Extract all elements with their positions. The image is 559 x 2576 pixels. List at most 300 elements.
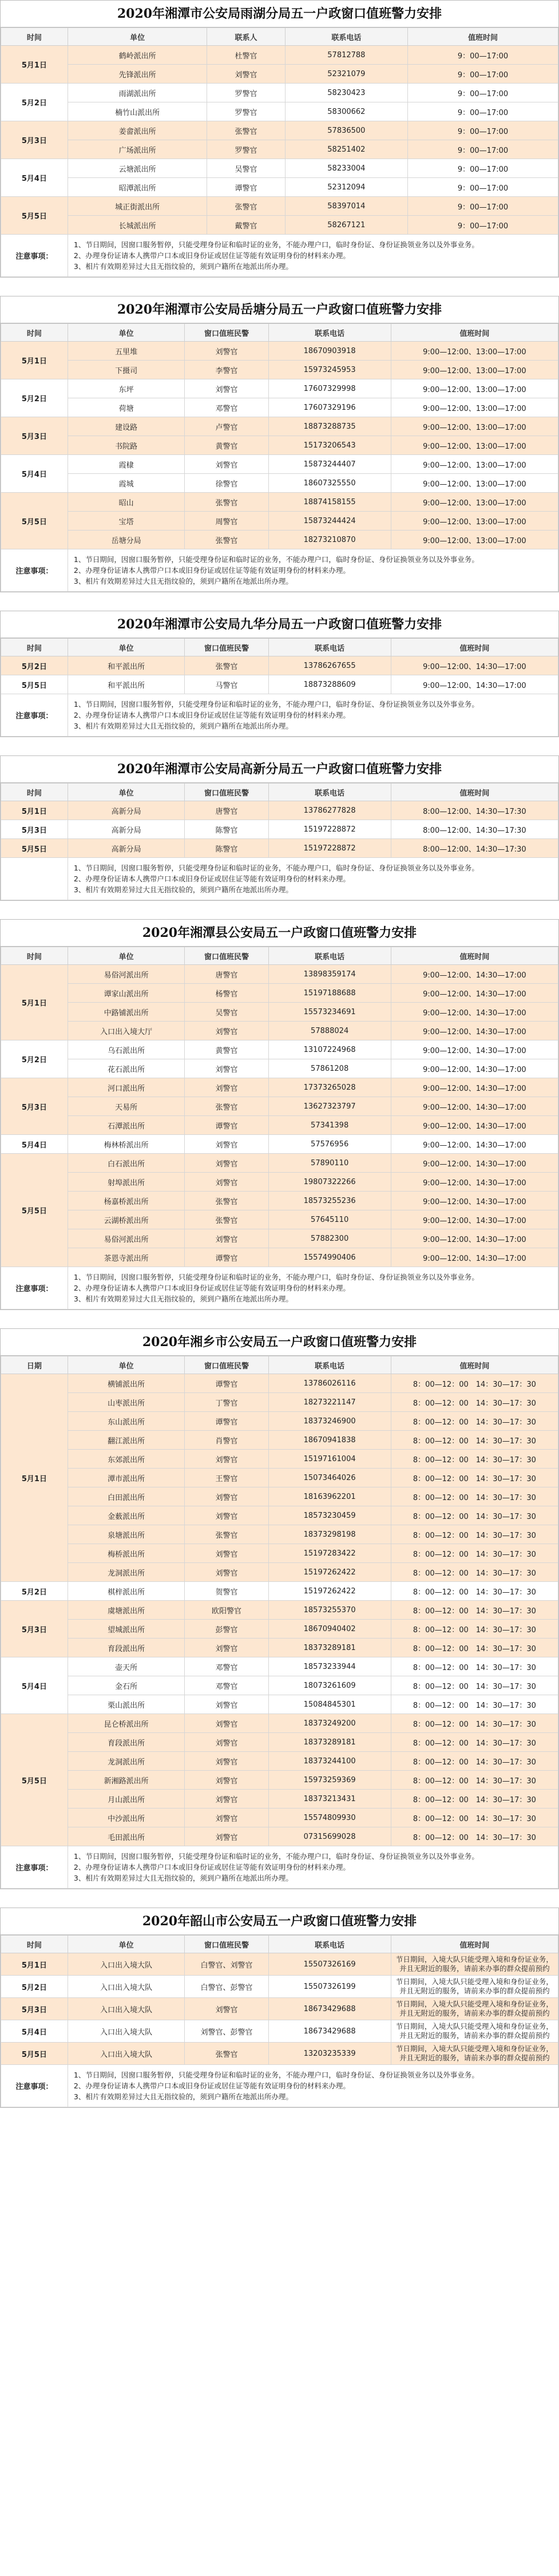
officer-cell: 谭警官: [185, 1248, 268, 1267]
hours-cell: 9：00—17:00: [408, 65, 558, 84]
note-line: 2、办理身份证请本人携带户口本或旧身份证或居住证等能有效证明身份的材料来办理。: [73, 1284, 350, 1292]
unit-cell: 入口出入境大队: [68, 2020, 185, 2043]
officer-cell: 谭警官: [185, 1412, 268, 1431]
unit-cell: 横铺派出所: [68, 1374, 185, 1393]
phone-cell: 13107224968: [268, 1040, 391, 1059]
note-line: 3、相片有效期差异过大且无指纹验的，须到户籍所在地派出所办理。: [73, 1295, 293, 1303]
column-header: 单位: [68, 28, 207, 46]
hours-cell: 9:00—12:00、14:30—17:00: [391, 1003, 558, 1022]
phone-cell: 18373213431: [268, 1790, 391, 1809]
date-cell: 5月4日: [1, 159, 68, 197]
unit-cell: 入口出入境大队: [68, 1976, 185, 1998]
unit-cell: 白石派出所: [68, 1154, 185, 1173]
note-line: 1、节日期间，因窗口服务暂停，只能受理身份证和临时证的业务，不能办理户口，临时身份证、身份证换领业务以及外事业务。: [73, 1852, 479, 1861]
hours-cell: 9:00—12:00、13:00—17:00: [391, 417, 558, 436]
column-header: 值班时间: [408, 28, 558, 46]
notes-row: [1, 858, 558, 900]
officer-cell: 张警官: [185, 1097, 268, 1116]
officer-cell: 贺警官: [185, 1582, 268, 1601]
table-row: [1, 1393, 558, 1412]
unit-cell: 天易所: [68, 1097, 185, 1116]
unit-cell: 壶天所: [68, 1657, 185, 1676]
officer-cell: 刘警官: [207, 65, 285, 84]
phone-cell: 18073261609: [268, 1676, 391, 1695]
unit-cell: 入口出入境大队: [68, 1998, 185, 2020]
table-row: [1, 1374, 558, 1393]
officer-cell: 刘警官: [185, 1752, 268, 1771]
table-row: [1, 197, 558, 216]
unit-cell: 云塘派出所: [68, 159, 207, 178]
unit-cell: 龙洞派出所: [68, 1752, 185, 1771]
officer-cell: 王警官: [185, 1469, 268, 1487]
notes-row: [1, 2065, 558, 2107]
officer-cell: 丁警官: [185, 1393, 268, 1412]
table-row: [1, 1639, 558, 1657]
table-row: [1, 801, 558, 820]
table-row: [1, 1192, 558, 1210]
notes-row: [1, 694, 558, 737]
unit-cell: 金薮派出所: [68, 1506, 185, 1525]
table-row: [1, 398, 558, 417]
column-header: 单位: [68, 324, 185, 342]
table-row: [1, 1059, 558, 1078]
schedule-section: [0, 1908, 559, 2108]
hours-cell: 9:00—12:00、14:30—17:00: [391, 1229, 558, 1248]
date-cell: 5月1日: [1, 342, 68, 379]
hours-cell: 9：00—17:00: [408, 140, 558, 159]
unit-cell: 龙洞派出所: [68, 1563, 185, 1582]
column-header: 值班时间: [391, 1356, 558, 1374]
officer-cell: 白警官、刘警官: [185, 1953, 268, 1976]
officer-cell: 刘警官: [185, 1022, 268, 1040]
header-row: [1, 639, 558, 656]
header-row: [1, 28, 558, 46]
officer-cell: 徐警官: [185, 474, 268, 493]
phone-cell: 15073464026: [268, 1469, 391, 1487]
officer-cell: 白警官、彭警官: [185, 1976, 268, 1998]
table-row: [1, 140, 558, 159]
column-header: 时间: [1, 784, 68, 801]
schedule-section: [0, 296, 559, 592]
hours-cell: 8：00—12：00 14：30—17：30: [391, 1374, 558, 1393]
hours-cell: 8：00—12：00 14：30—17：30: [391, 1582, 558, 1601]
unit-cell: 霞城: [68, 474, 185, 493]
phone-cell: 18670903918: [268, 342, 391, 361]
date-cell: 5月1日: [1, 801, 68, 820]
officer-cell: 谭警官: [185, 1116, 268, 1135]
table-row: [1, 1040, 558, 1059]
officer-cell: 邓警官: [185, 398, 268, 417]
notes-label: [1, 858, 68, 900]
phone-cell: 18273221147: [268, 1393, 391, 1412]
unit-cell: 石潭派出所: [68, 1116, 185, 1135]
schedule-section: [0, 1328, 559, 1889]
hours-cell: 8：00—12：00 14：30—17：30: [391, 1487, 558, 1506]
officer-cell: 黄警官: [185, 436, 268, 455]
unit-cell: 棋梓派出所: [68, 1582, 185, 1601]
notes-label: 注意事项：: [1, 2065, 68, 2107]
table-row: [1, 1097, 558, 1116]
hours-cell: 8：00—12：00 14：30—17：30: [391, 1412, 558, 1431]
date-cell: 5月3日: [1, 1601, 68, 1657]
hours-cell: 9：00—17:00: [408, 121, 558, 140]
hours-cell: 9:00—12:00、13:00—17:00: [391, 493, 558, 512]
table-row: [1, 1135, 558, 1154]
hours-cell: 节日期间，入境大队只能受理入境和身份证业务，并且无附近的服务，请前来办事的群众提前预约: [391, 2043, 558, 2065]
date-cell: 5月1日: [1, 965, 68, 1040]
unit-cell: 金石所: [68, 1676, 185, 1695]
unit-cell: 翻江派出所: [68, 1431, 185, 1450]
note-line: 2、办理身份证请本人携带户口本或旧身份证或居住证等能有效证明身份的材料来办理。: [73, 711, 350, 719]
hours-cell: 9:00—12:00、13:00—17:00: [391, 531, 558, 549]
schedule-table: [1, 783, 558, 900]
table-row: [1, 1412, 558, 1431]
table-row: [1, 1790, 558, 1809]
table-row: [1, 1563, 558, 1582]
table-row: [1, 1714, 558, 1733]
officer-cell: 刘警官: [185, 1790, 268, 1809]
unit-cell: 育段派出所: [68, 1639, 185, 1657]
unit-cell: 易俗河派出所: [68, 1229, 185, 1248]
phone-cell: 13898359174: [268, 965, 391, 984]
officer-cell: 肖警官: [185, 1431, 268, 1450]
hours-cell: 9:00—12:00、14:30—17:00: [391, 965, 558, 984]
unit-cell: 谭家山派出所: [68, 984, 185, 1003]
hours-cell: 9:00—12:00、14:30—17:00: [391, 656, 558, 675]
table-row: [1, 1506, 558, 1525]
table-row: [1, 159, 558, 178]
officer-cell: 刘警官: [185, 342, 268, 361]
unit-cell: 广场派出所: [68, 140, 207, 159]
officer-cell: 黄警官: [185, 1040, 268, 1059]
phone-cell: 58251402: [285, 140, 407, 159]
officer-cell: 刘警官: [185, 1563, 268, 1582]
phone-cell: 18670940402: [268, 1620, 391, 1639]
officer-cell: 张警官: [185, 1210, 268, 1229]
date-cell: 5月1日: [1, 46, 68, 84]
hours-cell: 9:00—12:00、14:30—17:00: [391, 1116, 558, 1135]
officer-cell: 欧阳警官: [185, 1601, 268, 1620]
officer-cell: 刘警官: [185, 1714, 268, 1733]
schedule-section: [0, 0, 559, 278]
hours-cell: 9:00—12:00、14:30—17:00: [391, 1248, 558, 1267]
schedule-table: [1, 1356, 558, 1889]
officer-cell: 彭警官: [185, 1620, 268, 1639]
unit-cell: 姜畲派出所: [68, 121, 207, 140]
table-row: [1, 1431, 558, 1450]
date-cell: 5月5日: [1, 839, 68, 858]
unit-cell: 东山派出所: [68, 1412, 185, 1431]
column-header: 时间: [1, 28, 68, 46]
officer-cell: 马警官: [185, 675, 268, 694]
note-line: 2、办理身份证请本人携带户口本或旧身份证或居住证等能有效证明身份的材料来办理。: [73, 251, 350, 260]
hours-cell: 8：00—12：00 14：30—17：30: [391, 1506, 558, 1525]
note-line: 2、办理身份证请本人携带户口本或旧身份证或居住证等能有效证明身份的材料来办理。: [73, 1863, 350, 1871]
hours-cell: 9:00—12:00、13:00—17:00: [391, 342, 558, 361]
unit-cell: 月山派出所: [68, 1790, 185, 1809]
notes-label: 注意事项：: [1, 549, 68, 592]
note-line: 3、相片有效期差异过大且无指纹验的，须到户籍所在地派出所办理。: [73, 885, 293, 894]
phone-cell: 17373265028: [268, 1078, 391, 1097]
phone-cell: 52312094: [285, 178, 407, 197]
hours-cell: 8：00—12：00 14：30—17：30: [391, 1733, 558, 1752]
table-row: [1, 1827, 558, 1846]
column-header: 联系电话: [268, 784, 391, 801]
note-line: 1、节日期间，因窗口服务暂停，只能受理身份证和临时证的业务，不能办理户口，临时身份证、身份证换领业务以及外事业务。: [73, 240, 479, 249]
unit-cell: 潭市派出所: [68, 1469, 185, 1487]
column-header: 单位: [68, 1936, 185, 1953]
hours-cell: 9：00—17:00: [408, 102, 558, 121]
hours-cell: 8：00—12：00 14：30—17：30: [391, 1695, 558, 1714]
officer-cell: 刘警官: [185, 1544, 268, 1563]
column-header: 窗口值班民警: [185, 324, 268, 342]
table-row: [1, 1022, 558, 1040]
schedule-table: [1, 323, 558, 592]
phone-cell: 15197262422: [268, 1582, 391, 1601]
phone-cell: 18373289181: [268, 1733, 391, 1752]
phone-cell: 57645110: [268, 1210, 391, 1229]
unit-cell: 入口出入境大队: [68, 1953, 185, 1976]
hours-cell: 8：00—12：00 14：30—17：30: [391, 1676, 558, 1695]
unit-cell: 中沙派出所: [68, 1809, 185, 1827]
phone-cell: 57576956: [268, 1135, 391, 1154]
column-header: 时间: [1, 324, 68, 342]
phone-cell: 15873244407: [268, 455, 391, 474]
unit-cell: 和平派出所: [68, 656, 185, 675]
unit-cell: 白田派出所: [68, 1487, 185, 1506]
hours-cell: 8：00—12：00 14：30—17：30: [391, 1752, 558, 1771]
header-row: [1, 784, 558, 801]
note-line: 1、节日期间，因窗口服务暂停，只能受理身份证和临时证的业务，不能办理户口，临时身份证、身份证换领业务以及外事业务。: [73, 1273, 479, 1281]
phone-cell: 15973245953: [268, 361, 391, 379]
table-row: [1, 493, 558, 512]
unit-cell: 建设路: [68, 417, 185, 436]
hours-cell: 9：00—17:00: [408, 84, 558, 102]
hours-cell: 9:00—12:00、13:00—17:00: [391, 512, 558, 531]
date-cell: 5月2日: [1, 1582, 68, 1601]
notes-row: [1, 549, 558, 592]
date-cell: 5月2日: [1, 84, 68, 121]
section-title: 2020年湘潭市公安局雨湖分局五一户政窗口值班警力安排: [1, 1, 558, 27]
notes-label: 注意事项：: [1, 1267, 68, 1309]
hours-cell: 8：00—12：00 14：30—17：30: [391, 1544, 558, 1563]
officer-cell: 刘警官: [185, 1733, 268, 1752]
date-cell: 5月4日: [1, 1657, 68, 1714]
officer-cell: 刘警官: [185, 1450, 268, 1469]
phone-cell: 13786026116: [268, 1374, 391, 1393]
hours-cell: 9:00—12:00、13:00—17:00: [391, 436, 558, 455]
officer-cell: 刘警官: [185, 1078, 268, 1097]
date-cell: 5月5日: [1, 675, 68, 694]
schedule-table: [1, 947, 558, 1309]
notes-label: 注意事项：: [1, 1846, 68, 1889]
table-row: [1, 820, 558, 839]
table-row: [1, 84, 558, 102]
table-row: [1, 1469, 558, 1487]
phone-cell: 15573234691: [268, 1003, 391, 1022]
unit-cell: 城正街派出所: [68, 197, 207, 216]
hours-cell: 8：00—12：00 14：30—17：30: [391, 1714, 558, 1733]
notes-content: [68, 2065, 558, 2107]
hours-cell: 9:00—12:00、14:30—17:00: [391, 1154, 558, 1173]
date-cell: 5月3日: [1, 1078, 68, 1135]
officer-cell: 吴警官: [207, 159, 285, 178]
phone-cell: 18874158155: [268, 493, 391, 512]
officer-cell: 吴警官: [185, 1003, 268, 1022]
phone-cell: 15873244424: [268, 512, 391, 531]
officer-cell: 刘警官: [185, 1809, 268, 1827]
phone-cell: 15197283422: [268, 1544, 391, 1563]
date-cell: 5月3日: [1, 820, 68, 839]
phone-cell: 15574809930: [268, 1809, 391, 1827]
unit-cell: 毛田派出所: [68, 1827, 185, 1846]
notes-label: 注意事项：: [1, 235, 68, 277]
phone-cell: 18373289181: [268, 1639, 391, 1657]
column-header: 值班时间: [391, 639, 558, 656]
hours-cell: 9:00—12:00、13:00—17:00: [391, 398, 558, 417]
hours-cell: 9:00—12:00、14:30—17:00: [391, 1078, 558, 1097]
hours-cell: 8：00—12：00 14：30—17：30: [391, 1450, 558, 1469]
phone-cell: 15507326169: [268, 1953, 391, 1976]
phone-cell: 13786267655: [268, 656, 391, 675]
unit-cell: 宝塔: [68, 512, 185, 531]
schedule-section: [0, 755, 559, 901]
phone-cell: 15973259369: [268, 1771, 391, 1790]
phone-cell: 17607329998: [268, 379, 391, 398]
hours-cell: 9:00—12:00、14:30—17:00: [391, 984, 558, 1003]
table-row: [1, 361, 558, 379]
hours-cell: 8：00—12：00 14：30—17：30: [391, 1525, 558, 1544]
phone-cell: 58233004: [285, 159, 407, 178]
hours-cell: 8：00—12：00 14：30—17：30: [391, 1771, 558, 1790]
officer-cell: 张警官: [185, 2043, 268, 2065]
phone-cell: 18873288609: [268, 675, 391, 694]
hours-cell: 8：00—12：00 14：30—17：30: [391, 1809, 558, 1827]
officer-cell: 刘警官: [185, 1506, 268, 1525]
column-header: 单位: [68, 639, 185, 656]
hours-cell: 9:00—12:00、14:30—17:00: [391, 1022, 558, 1040]
unit-cell: 楠竹山派出所: [68, 102, 207, 121]
phone-cell: 18373246900: [268, 1412, 391, 1431]
phone-cell: 18163962201: [268, 1487, 391, 1506]
officer-cell: 谭警官: [207, 178, 285, 197]
schedule-table: [1, 27, 558, 277]
table-row: [1, 455, 558, 474]
column-header: 窗口值班民警: [185, 1936, 268, 1953]
table-row: [1, 1078, 558, 1097]
phone-cell: 18373298198: [268, 1525, 391, 1544]
officer-cell: 卢警官: [185, 417, 268, 436]
officer-cell: 罗警官: [207, 84, 285, 102]
officer-cell: 杨警官: [185, 984, 268, 1003]
table-row: [1, 1695, 558, 1714]
phone-cell: 57888024: [268, 1022, 391, 1040]
table-row: [1, 1733, 558, 1752]
hours-cell: 8：00—12：00 14：30—17：30: [391, 1620, 558, 1639]
unit-cell: 先锋派出所: [68, 65, 207, 84]
officer-cell: 罗警官: [207, 140, 285, 159]
date-cell: 5月1日: [1, 1374, 68, 1582]
hours-cell: 8：00—12：00 14：30—17：30: [391, 1639, 558, 1657]
unit-cell: 泉塘派出所: [68, 1525, 185, 1544]
unit-cell: 和平派出所: [68, 675, 185, 694]
unit-cell: 入口出入境大厅: [68, 1022, 185, 1040]
column-header: 值班时间: [391, 947, 558, 965]
phone-cell: 57836500: [285, 121, 407, 140]
unit-cell: 书院路: [68, 436, 185, 455]
phone-cell: 13203235339: [268, 2043, 391, 2065]
officer-cell: 刘警官: [185, 1639, 268, 1657]
column-header: 时间: [1, 1936, 68, 1953]
table-row: [1, 342, 558, 361]
section-title: 2020年湘潭市公安局岳塘分局五一户政窗口值班警力安排: [1, 296, 558, 323]
hours-cell: 8：00—12：00 14：30—17：30: [391, 1431, 558, 1450]
officer-cell: 刘警官: [185, 1173, 268, 1192]
hours-cell: 8：00—12：00 14：30—17：30: [391, 1827, 558, 1846]
table-row: [1, 1582, 558, 1601]
column-header: 窗口值班民警: [185, 1356, 268, 1374]
officer-cell: 唐警官: [185, 965, 268, 984]
officer-cell: 刘警官: [185, 455, 268, 474]
phone-cell: 58267121: [285, 216, 407, 235]
table-row: [1, 1450, 558, 1469]
table-row: [1, 2043, 558, 2065]
section-title: 2020年湘潭市公安局高新分局五一户政窗口值班警力安排: [1, 756, 558, 783]
phone-cell: 18607325550: [268, 474, 391, 493]
phone-cell: 15197228872: [268, 839, 391, 858]
note-line: 1、节日期间，因窗口服务暂停，只能受理身份证和临时证的业务，不能办理户口，临时身份证、身份证换领业务以及外事业务。: [73, 864, 479, 872]
table-row: [1, 1173, 558, 1192]
section-title: 2020年湘潭市公安局九华分局五一户政窗口值班警力安排: [1, 611, 558, 638]
unit-cell: 育段派出所: [68, 1733, 185, 1752]
table-row: [1, 1953, 558, 1976]
column-header: 单位: [68, 947, 185, 965]
phone-cell: 15084845301: [268, 1695, 391, 1714]
unit-cell: 雨湖派出所: [68, 84, 207, 102]
table-row: [1, 216, 558, 235]
hours-cell: 8:00—12:00、14:30—17:30: [391, 839, 558, 858]
unit-cell: 东郊派出所: [68, 1450, 185, 1469]
table-row: [1, 1620, 558, 1639]
officer-cell: 刘警官: [185, 1059, 268, 1078]
column-header: 联系电话: [268, 1356, 391, 1374]
officer-cell: 周警官: [185, 512, 268, 531]
hours-cell: 8：00—12：00 14：30—17：30: [391, 1563, 558, 1582]
table-row: [1, 1544, 558, 1563]
unit-cell: 易俗河派出所: [68, 965, 185, 984]
note-line: 1、节日期间，因窗口服务暂停，只能受理身份证和临时证的业务，不能办理户口，临时身份证、身份证换领业务以及外事业务。: [73, 700, 479, 709]
column-header: 联系电话: [285, 28, 407, 46]
note-line: 3、相片有效期差异过大且无指纹验的，须到户籍所在地派出所办理。: [73, 262, 293, 271]
table-row: [1, 474, 558, 493]
officer-cell: 刘警官: [185, 1154, 268, 1173]
phone-cell: 57890110: [268, 1154, 391, 1173]
hours-cell: 9:00—12:00、14:30—17:00: [391, 1135, 558, 1154]
section-title: 2020年湘乡市公安局五一户政窗口值班警力安排: [1, 1329, 558, 1356]
table-row: [1, 1248, 558, 1267]
table-row: [1, 1771, 558, 1790]
unit-cell: 云湖桥派出所: [68, 1210, 185, 1229]
column-header: 日期: [1, 1356, 68, 1374]
date-cell: 5月4日: [1, 1135, 68, 1154]
hours-cell: 8：00—12：00 14：30—17：30: [391, 1469, 558, 1487]
table-row: [1, 1154, 558, 1173]
unit-cell: 栗山派出所: [68, 1695, 185, 1714]
phone-cell: 18673429688: [268, 2020, 391, 2043]
phone-cell: 15507326199: [268, 1976, 391, 1998]
officer-cell: 张警官: [207, 121, 285, 140]
phone-cell: 18673429688: [268, 1998, 391, 2020]
